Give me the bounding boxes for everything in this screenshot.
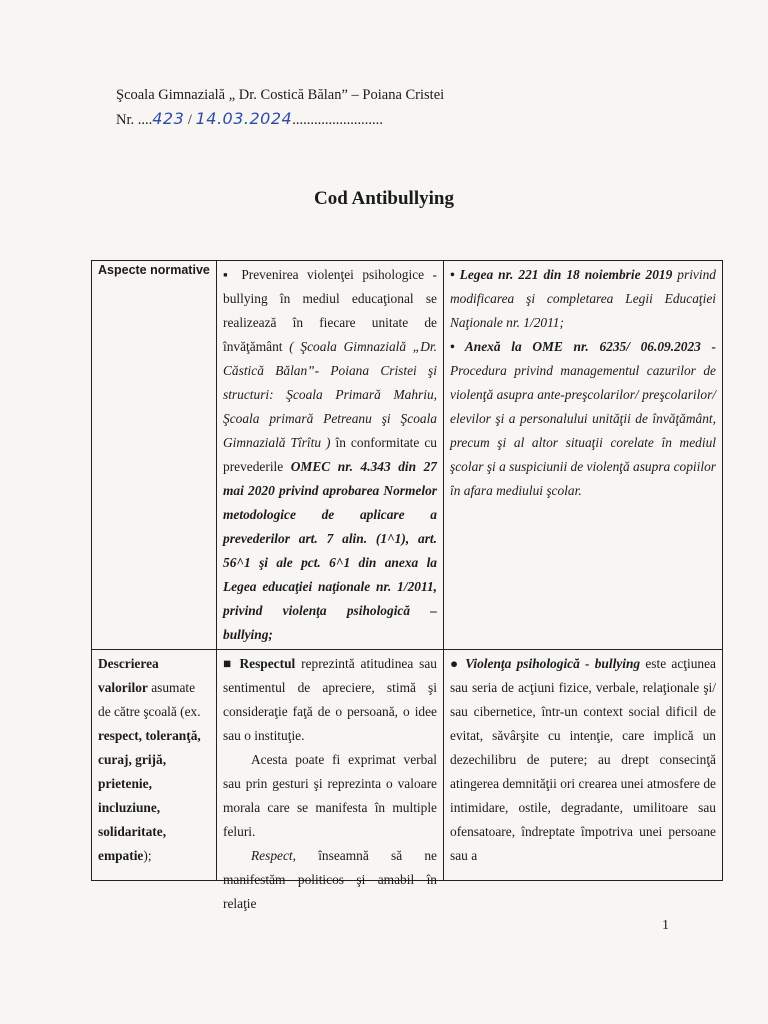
square-bullet-icon: ■: [223, 656, 234, 671]
label-bold: Descrierea valorilor: [98, 656, 159, 695]
row-label: [98, 652, 210, 868]
legal-text-part: Prevenirea violenţei psihologice - bullying în mediul educaţional se realizează în fiecare unitate de învăţământ: [223, 267, 437, 354]
legal-basis-cell: [217, 261, 444, 650]
respect-definition: reprezintă atitudinea sau sentimentul de apreciere, stimă şi consideraţie faţă de o persoană, o idee sau o instituţie.: [223, 656, 437, 743]
label-text: asumate de către şcoală (ex.: [98, 680, 201, 719]
legal-text-part: în conformitate cu prevederile: [223, 435, 437, 474]
row-label-cell: [92, 261, 217, 650]
respect-paragraph: Acesta poate fi exprimat verbal sau prin gesturi şi reprezinta o valoare morala care se manifesta în multiple feluri.: [223, 752, 437, 839]
annex-title: • Anexă la OME nr. 6235/ 06.09.2023 -: [450, 339, 716, 354]
dots-leader-end: .........................: [292, 112, 383, 128]
bullying-definition-cell: [444, 650, 723, 881]
legal-text-italic: ( Şcoala Gimnazială „Dr. Căstică Bălan”- Poiana Cristei şi structuri: Şcoala Primară Mahriu, Şcoala primară Petreanu şi Şcoala Gimnazială Tîrîtu ): [223, 339, 438, 450]
label-values: respect, toleranţă, curaj, grijă, prietenie, incluziune, solidaritate, empatie: [98, 728, 201, 863]
legal-text-bold-italic: OMEC nr. 4.343 din 27 mai 2020 privind aprobarea Normelor metodologice de aplicare a prevederilor art. 7 alin. (1^1), art. 56^1 şi ale pct. 6^1 din anexa la Legea educaţiei naţionale nr. 1/2011, privind violenţa psihologică – bullying;: [223, 459, 437, 642]
nr-label: Nr.: [116, 112, 135, 128]
document-title: Cod Antibullying: [314, 188, 454, 209]
legislation-cell: [444, 261, 723, 650]
dots-leader: ....: [137, 112, 153, 128]
separator: /: [184, 112, 196, 128]
circle-bullet-icon: ●: [450, 656, 460, 671]
label-end: );: [143, 848, 152, 863]
respect-term: Respectul: [239, 656, 296, 671]
table-row: [92, 650, 723, 881]
table-row: [92, 261, 723, 650]
law-description: privind modificarea şi completarea Legii Educaţiei Naţionale nr. 1/2011;: [450, 267, 716, 330]
registration-number-line: [116, 109, 383, 129]
row-label: Aspecte normative: [98, 263, 210, 277]
respect-cell: [217, 650, 444, 911]
page-number: 1: [662, 918, 669, 933]
handwritten-number: 423: [152, 109, 185, 128]
bullying-term: Violenţa psihologică - bullying: [465, 656, 641, 671]
respect-paragraph-rest: , înseamnă să ne manifestăm politicos şi amabil în relaţie: [223, 848, 437, 911]
respect-italic: Respect: [251, 848, 293, 863]
handwritten-date: 14.03.2024: [195, 109, 293, 128]
code-table: [91, 260, 723, 911]
law-title: • Legea nr. 221 din 18 noiembrie 2019: [450, 267, 673, 282]
bullying-definition: este acţiunea sau seria de acţiuni fizice, verbale, relaţionale şi/ sau cibernetice, într-un context social dificil de evitat, săvârşite cu intenţie, care implică un dezechilibru de putere; au drept consecinţă atingerea demnităţii ori crearea unei atmosfere de intimidare, ostile, degradante, umilitoare sau ofensatoare, îndreptate împotriva unei persoane sau a: [450, 656, 716, 863]
row-label-cell: [92, 650, 217, 881]
school-name: Şcoala Gimnazială „ Dr. Costică Bălan” – Poiana Cristei: [116, 87, 445, 103]
annex-description: Procedura privind managementul cazurilor de violenţă asupra ante-preşcolarilor/ preşcolarilor/ elevilor şi a personalului unităţii de învăţământ, precum şi al altor situaţii corelate în mediul şcolar şi a suspiciunii de violenţă asupra copiilor în afara mediului şcolar.: [450, 363, 716, 498]
square-bullet-icon: ▪: [223, 267, 233, 282]
